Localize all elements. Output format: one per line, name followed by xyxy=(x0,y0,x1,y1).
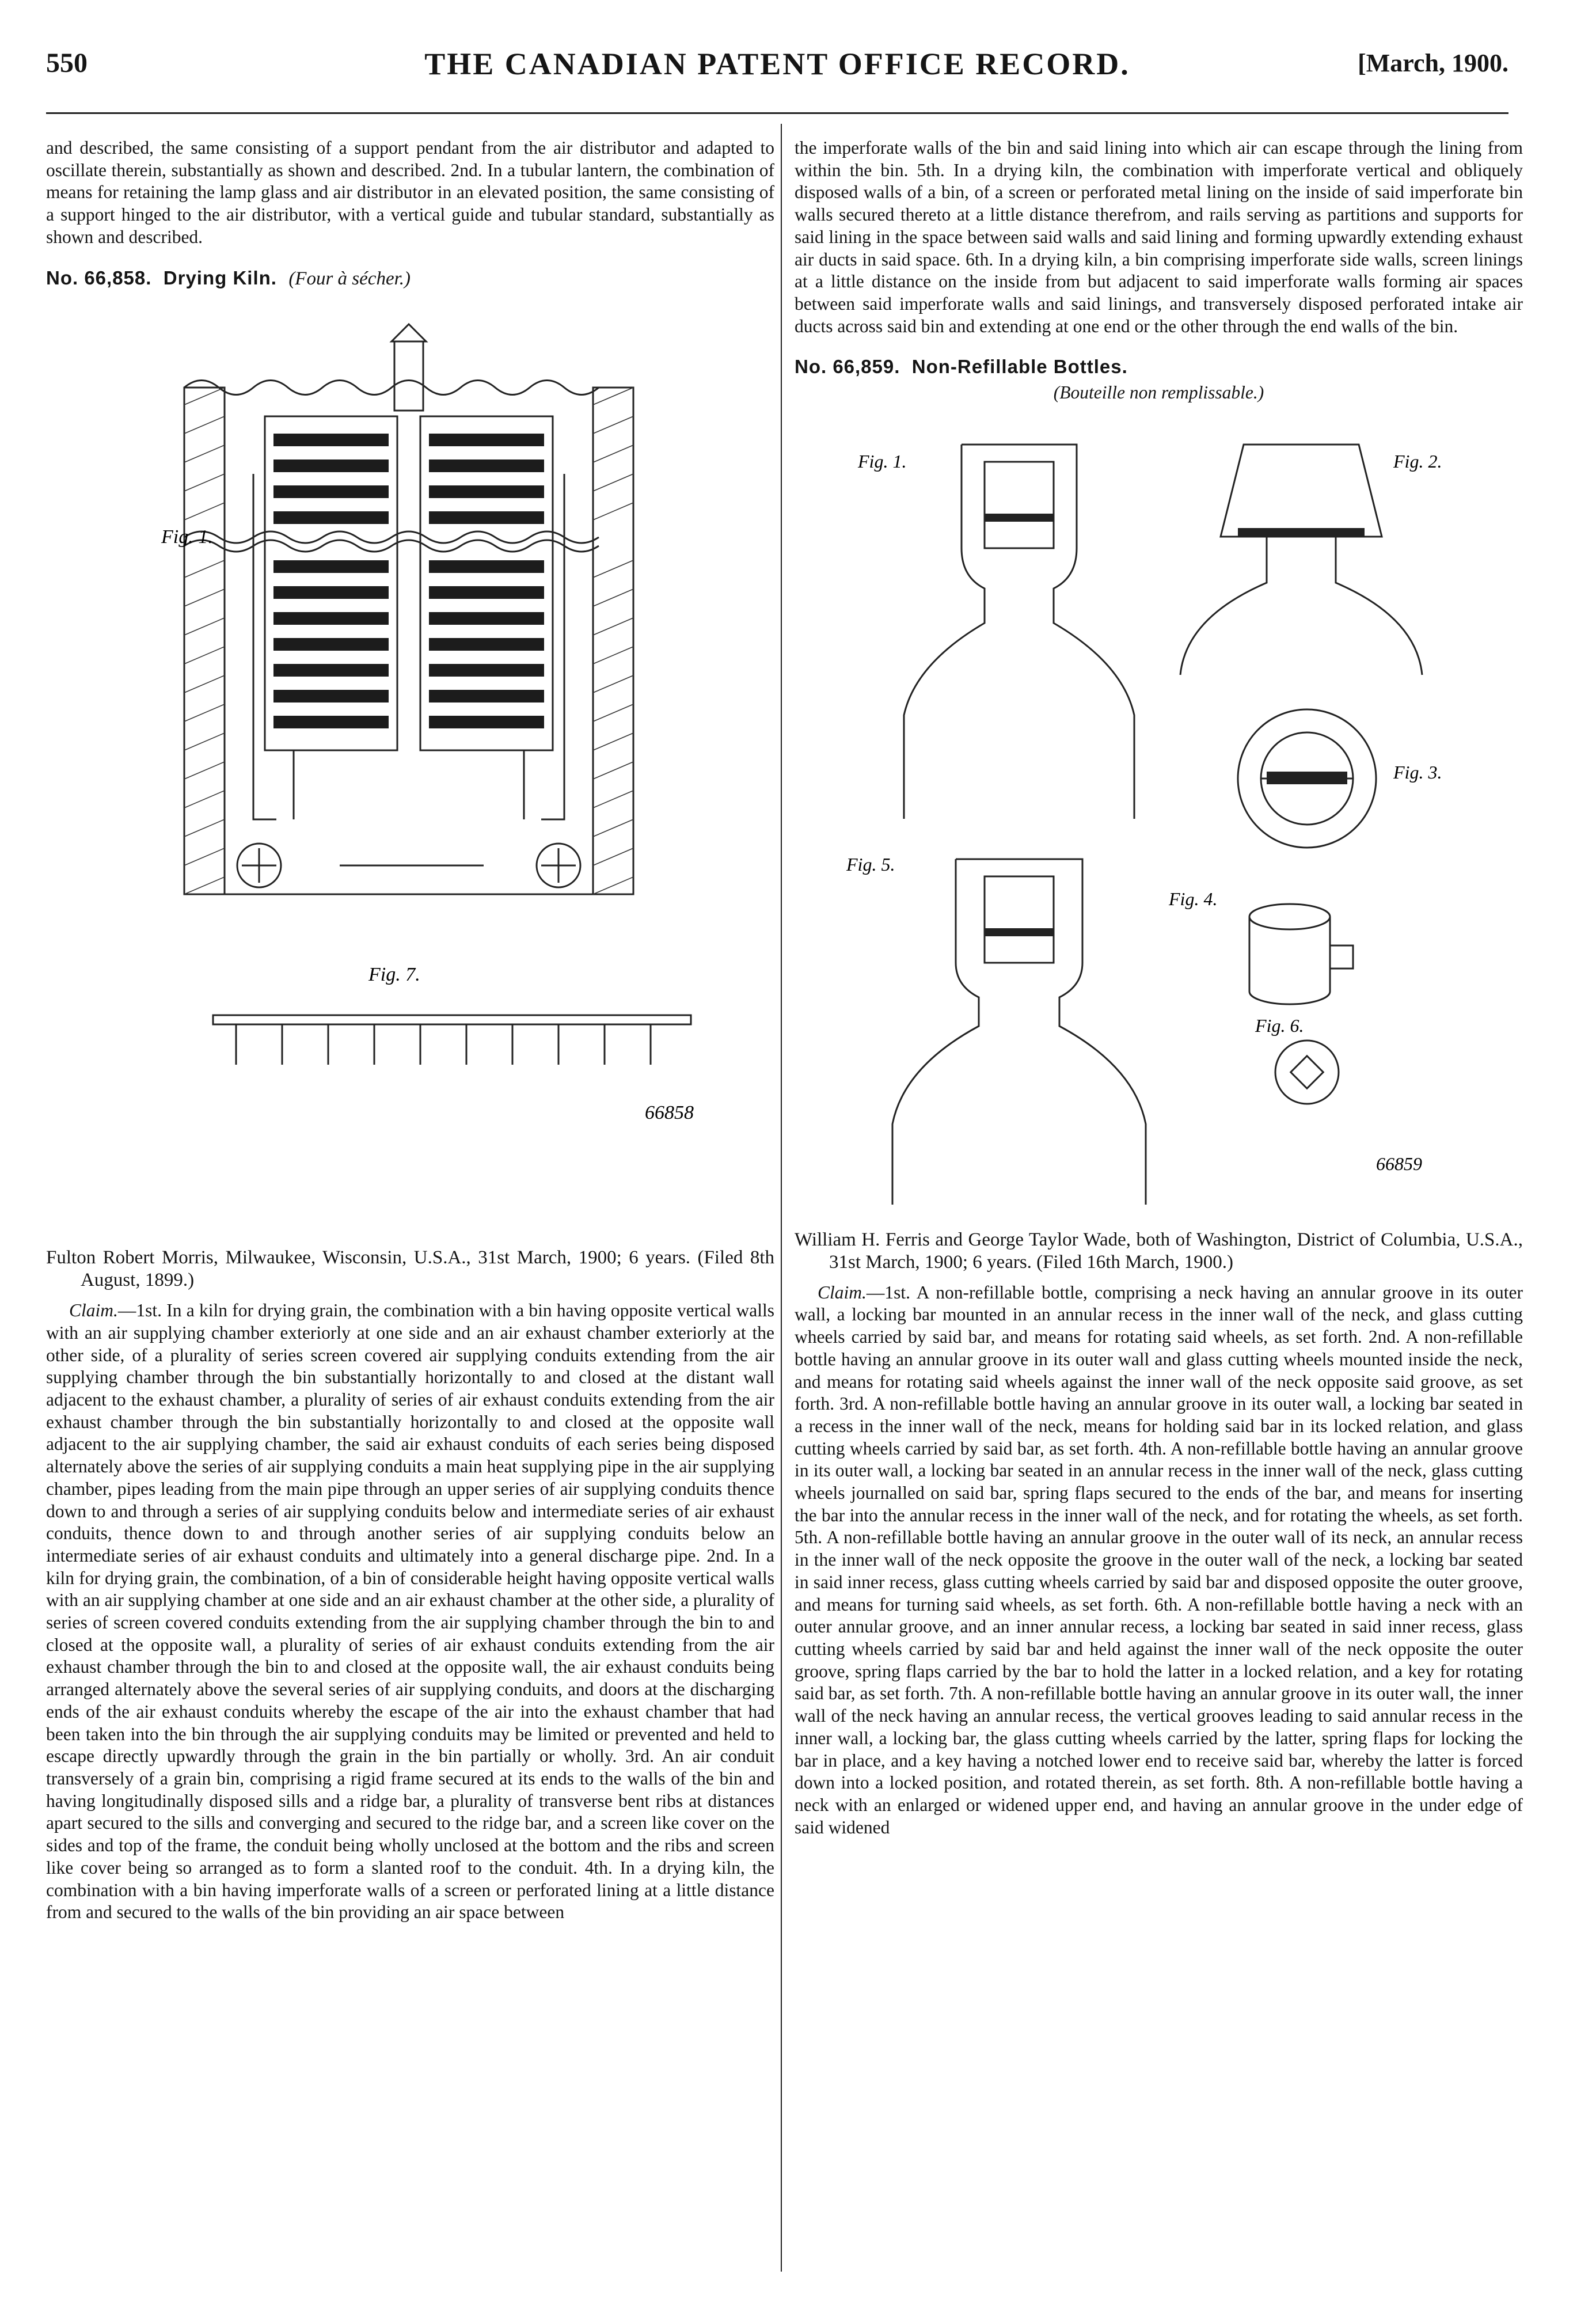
publication-title: THE CANADIAN PATENT OFFICE RECORD. xyxy=(424,47,1130,81)
fig5-label: Fig. 5. xyxy=(846,853,895,875)
patent-number: No. 66,859. xyxy=(795,356,900,378)
patent-title: Drying Kiln. xyxy=(163,267,277,288)
claims xyxy=(795,1282,1523,1839)
claims xyxy=(46,1300,774,1924)
bottle-drawing xyxy=(812,410,1491,1216)
fig7-label: Fig. 7. xyxy=(368,964,420,986)
issue-date: [March, 1900. xyxy=(1358,49,1508,77)
fig6-label: Fig. 6. xyxy=(1255,1015,1304,1036)
fig2-label: Fig. 2. xyxy=(1393,450,1442,472)
inventor-line: Fulton Robert Morris, Milwaukee, Wisconsin, U.S.A., 31st March, 1900; 6 years. (Filed 8th August, 1899.) xyxy=(46,1247,774,1291)
claim-text: —1st. In a kiln for drying grain, the combination with a bin having opposite vertical walls with an air supplying chamber exteriorly at one side and an air exhaust chamber exteriorly at the other side, of a plurality of series screen covered air supplying conduits extending from the air supplying chamber through the bin substantially horizontally to and closed at the distant wall adjacent to the exhaust chamber, a plurality of series of air exhaust conduits extending from the air exhaust chamber through the bin substantially horizontally to and closed at the opposite wall adjacent to the air supplying chamber, the said air exhaust conduits of each series being disposed alternately above the series of air supplying conduits a main heat supplying pipe in the air supplying chamber, pipes leading from the main pipe through an upper series of air supplying conduits thence down to and through a series of air supplying conduits below and intermediate series of air exhaust conduits, thence down to and through another series of air supplying conduits below an intermediate series of air exhaust conduits and ultimately into a general discharge pipe. 2nd. In a kiln for drying grain, the combination, of a bin of considerable height having opposite vertical walls with an air supplying chamber at one side and an air exhaust chamber at the other side, a plurality of series of screen covered conduits extending from the air supplying chamber through the bin to and closed at the opposite wall, a plurality of series of air exhaust conduits extending from the air exhaust chamber through the bin to and closed at the opposite wall, the air exhaust conduits being arranged alternately above the several series of air supplying conduits, and doors at the discharging ends of the air exhaust conduits whereby the escape of the air into the exhaust chamber that had been taken into the bin through the air supplying conduits may be limited or prevented and held to escape directly upwardly through the grain in the bin partially or wholly. 3rd. An air conduit transversely of a grain bin, comprising a rigid frame secured at its ends to the walls of the bin and having longitudinally disposed sills and a ridge bar, a plurality of transverse bent ribs at distances apart secured to the sills and converging and secured to the ridge bar, and a screen like cover on the sides and top of the frame, the conduit being wholly unclosed at the bottom and the ribs and screen like cover being so arranged as to form a slanted roof to the conduit. 4th. In a drying kiln, the combination with a bin having imperforate walls of a screen or perforated lining at a little distance from and secured to the walls of the bin providing an air space between xyxy=(46,1300,774,1923)
patent-heading xyxy=(46,267,774,290)
drawing-number: 66858 xyxy=(645,1102,694,1124)
patent-title-fr: (Bouteille non remplissable.) xyxy=(1053,382,1264,403)
claim-label: Claim. xyxy=(818,1282,867,1302)
patent-title: Non-Refillable Bottles. xyxy=(911,356,1128,378)
continued-text: and described, the same consisting of a support pendant from the air distributor and adapted to oscillate therein, substantially as shown and described. 2nd. In a tubular lantern, the combination of means for retaining the lamp glass and air distributor in an elevated position, the same consisting of a support hinged to the air distributor, with a vertical guide and tubular standard, substantially as shown and described. xyxy=(46,138,774,247)
page-number: 550 xyxy=(46,48,88,78)
drying-kiln-drawing xyxy=(69,301,748,1234)
header-rule xyxy=(46,112,1508,114)
column-divider xyxy=(781,124,782,2272)
fig1-label: Fig. 1. xyxy=(161,526,213,548)
continued-text: the imperforate walls of the bin and said lining into which air can escape through the lining from within the bin. 5th. In a drying kiln, the combination with imperforate vertical and obliquely disposed walls of a bin, of a screen or perforated metal lining on the inside of said imperforate bin walls secured thereto at a little distance therefrom, and rails serving as partitions and supports for said lining in the space between said walls and said lining and forming upwardly extending exhaust air ducts in said space. 6th. In a drying kiln, a bin comprising imperforate side walls, screen linings at a little distance on the inside from but adjacent to said imperforate walls forming air spaces between said imperforate walls and said linings, and transversely disposed perforated intake air ducts across said bin and extending at one end or the other through the end walls of the bin. xyxy=(795,138,1523,336)
right-column xyxy=(795,137,1523,1852)
drawing-number: 66859 xyxy=(1376,1153,1422,1174)
patent-heading xyxy=(795,356,1523,378)
patent-title-fr: (Four à sécher.) xyxy=(288,268,411,289)
page-header xyxy=(46,40,1508,81)
inventor-line: William H. Ferris and George Taylor Wade, both of Washington, District of Columbia, U.S.A., 31st March, 1900; 6 years. (Filed 16th March, 1900.) xyxy=(795,1229,1523,1273)
claim-text: —1st. A non-refillable bottle, comprising a neck having an annular groove in its outer wall, a locking bar mounted in an annular recess in the inner wall of the neck, and glass cutting wheels carried by said bar, and means for rotating said wheels, as set forth. 2nd. A non-refillable bottle having an annular groove in its outer wall and glass cutting wheels mounted inside the neck, and means for rotating said wheels against the inner wall of the neck opposite said groove, as set forth. 3rd. A non-refillable bottle having an annular groove in its outer wall, a locking bar seated in a recess in the inner wall of the neck, means for holding said bar in its locked relation, and glass cutting wheels carried by said bar, as set forth. 4th. A non-refillable bottle having an annular groove in its outer wall, a locking bar seated in an annular recess in the inner wall of the neck, glass cutting wheels journalled on said bar, spring flaps secured to the ends of the bar, and means for inserting the bar into the annular recess in the inner wall of the neck, and for rotating the wheels, as set forth. 5th. A non-refillable bottle having an annular groove in the outer wall of its neck, an annular recess in the inner wall of the neck opposite the groove in the outer wall of the neck, a locking bar seated in said inner recess, glass cutting wheels carried by said bar and disposed opposite the outer groove, and means for turning said wheels, as set forth. 6th. A non-refillable bottle having a neck with an outer annular groove, and an inner annular recess, a locking bar seated in said inner recess, glass cutting wheels carried by said bar and held against the inner wall of the neck opposite the outer groove, spring flaps carried by the bar to hold the latter in a locked relation, and a key for rotating said bar, as set forth. 7th. A non-refillable bottle having an annular groove in its outer wall, the inner wall of the neck having an annular recess, the vertical grooves leading to said annular recess in the inner wall, a locking bar, the glass cutting wheels carried by the latter, spring flaps for locking the bar in place, and a key having a notched lower end to receive said bar, whereby the latter is forced down into a locked position, and rotated therein, as set forth. 8th. A non-refillable bottle having a neck with an enlarged or widened upper end, and having an annular groove in the under edge of said widened xyxy=(795,1282,1523,1837)
fig1-label: Fig. 1. xyxy=(858,450,907,472)
fig3-label: Fig. 3. xyxy=(1393,761,1442,783)
left-column xyxy=(46,137,774,1938)
patent-number: No. 66,858. xyxy=(46,267,152,288)
fig4-label: Fig. 4. xyxy=(1169,888,1218,909)
claim-label: Claim. xyxy=(69,1300,118,1321)
